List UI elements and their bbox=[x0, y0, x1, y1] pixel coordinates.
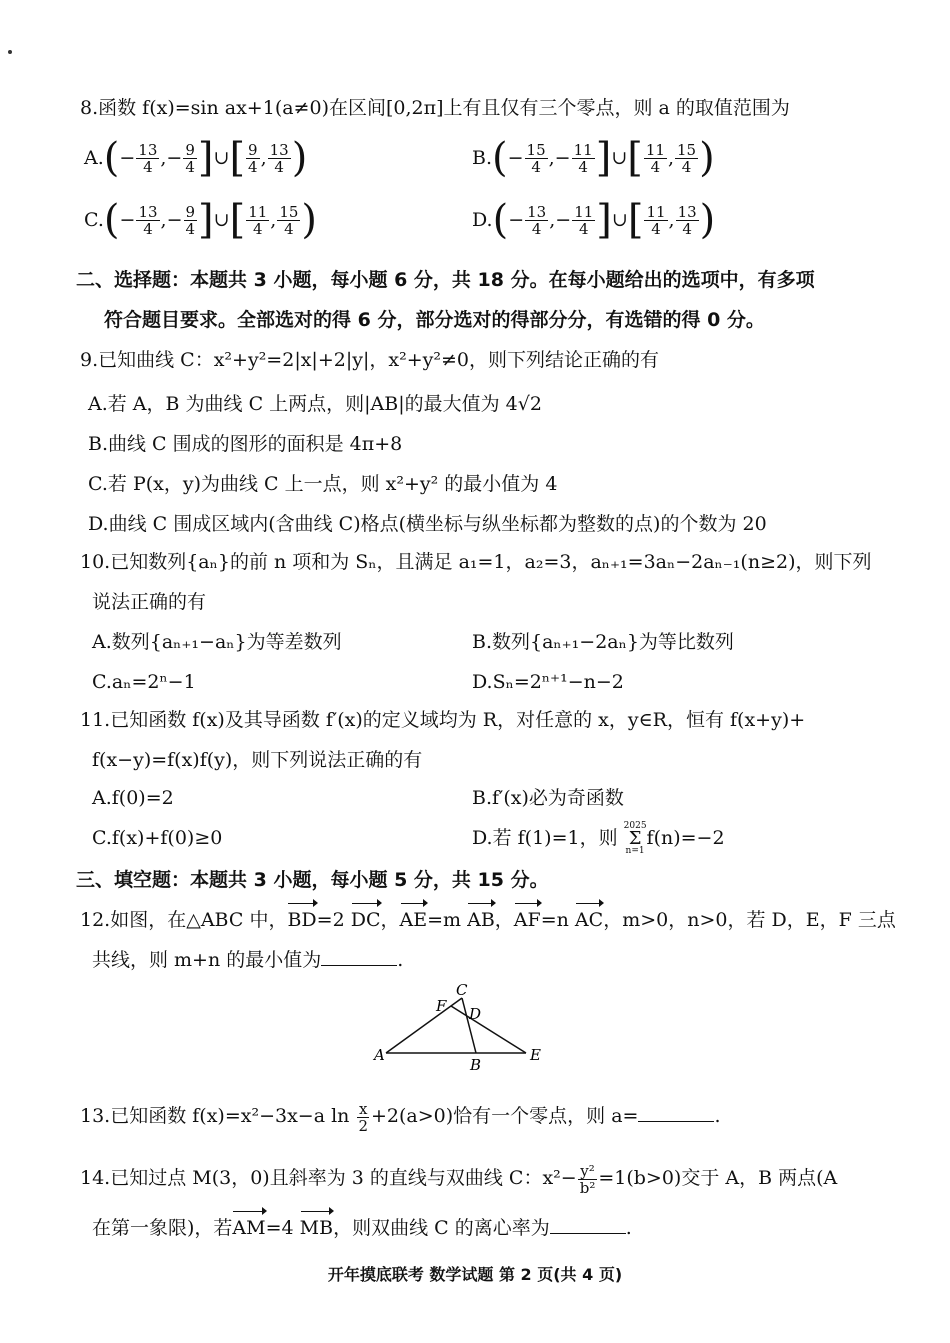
q8-stem: 8.函数 f(x)=sin ax+1(a≠0)在区间[0,2π]上有且仅有三个零点，则 a 的取值范围为 bbox=[80, 97, 790, 119]
q10-option-c: C.aₙ=2ⁿ−1 bbox=[92, 671, 196, 693]
q12-stem-line1: 12.如图，在△ABC 中，BD=2 DC，AE=m AB，AF=n AC，m>0，n>0，若 D，E，F 三点 bbox=[80, 906, 896, 934]
q11-option-b: B.f′(x)必为奇函数 bbox=[472, 787, 624, 809]
section3-heading: 三、填空题：本题共 3 小题，每小题 5 分，共 15 分。 bbox=[76, 869, 549, 891]
point-d-label: D bbox=[469, 1005, 482, 1023]
q10-stem-line2: 说法正确的有 bbox=[92, 591, 207, 613]
section2-heading-line2: 符合题目要求。全部选对的得 6 分，部分选对的得部分分，有选错的得 0 分。 bbox=[104, 309, 765, 331]
q12-stem-line2: 共线，则 m+n 的最小值为 . bbox=[92, 949, 404, 971]
point-a-label: A bbox=[374, 1046, 385, 1064]
segment-fe bbox=[451, 1006, 526, 1053]
q10-option-d: D.Sₙ=2ⁿ⁺¹−n−2 bbox=[472, 671, 624, 693]
q9-option-d: D.曲线 C 围成区域内(含曲线 C)格点(横坐标与纵坐标都为整数的点)的个数为 20 bbox=[88, 513, 767, 535]
q14-stem-line1: 14.已知过点 M(3，0)且斜率为 3 的直线与双曲线 C：x²− $\frac{\text{y²}}{\text{b²}}$ =1(b>0)交于 A，B 两点(A bbox=[80, 1161, 838, 1197]
q11-stem-line2: f(x−y)=f(x)f(y)，则下列说法正确的有 bbox=[92, 749, 423, 771]
q8-option-a: A. ( − $\frac{13}{4}$ ,− $\frac{9}{4}$ ] ∪ [ $\frac{9}{4}$ , $\frac{13}{4}$ ) bbox=[84, 135, 308, 181]
q10-option-a: A.数列{aₙ₊₁−aₙ}为等差数列 bbox=[92, 631, 342, 653]
point-c-label: C bbox=[456, 982, 468, 999]
answer-blank bbox=[550, 1215, 626, 1234]
section2-heading-line1: 二、选择题：本题共 3 小题，每小题 6 分，共 18 分。在每小题给出的选项中，有多项 bbox=[76, 269, 815, 291]
answer-blank bbox=[638, 1103, 714, 1122]
q10-stem-line1: 10.已知数列{aₙ}的前 n 项和为 Sₙ，且满足 a₁=1，a₂=3，aₙ₊₁=3aₙ−2aₙ₋₁(n≥2)，则下列 bbox=[80, 551, 872, 573]
answer-blank bbox=[321, 947, 397, 966]
q8-option-b: B. ( − $\frac{15}{4}$ ,− $\frac{11}{4}$ ] ∪ [ $\frac{11}{4}$ , $\frac{15}{4}$ ) bbox=[472, 135, 715, 181]
q11-option-c: C.f(x)+f(0)≥0 bbox=[92, 827, 223, 849]
q8-option-c: C. ( − $\frac{13}{4}$ ,− $\frac{9}{4}$ ] ∪ [ $\frac{11}{4}$ , $\frac{15}{4}$ ) bbox=[84, 197, 318, 243]
q14-stem-line2: 在第一象限)，若AM=4 MB，则双曲线 C 的离心率为 . bbox=[92, 1214, 632, 1242]
point-e-label: E bbox=[530, 1046, 541, 1064]
page-footer: 开年摸底联考 数学试题 第 2 页(共 4 页) bbox=[327, 1265, 623, 1284]
q9-stem: 9.已知曲线 C：x²+y²=2|x|+2|y|，x²+y²≠0，则下列结论正确的有 bbox=[80, 349, 659, 371]
q9-option-b: B.曲线 C 围成的图形的面积是 4π+8 bbox=[88, 433, 403, 455]
q11-stem-line1: 11.已知函数 f(x)及其导函数 f′(x)的定义域均为 R，对任意的 x，y∈R，恒有 f(x+y)+ bbox=[80, 709, 806, 731]
q10-option-b: B.数列{aₙ₊₁−2aₙ}为等比数列 bbox=[472, 631, 734, 653]
segment-ac bbox=[386, 998, 462, 1053]
point-b-label: B bbox=[470, 1056, 482, 1074]
summation-symbol: 2025 Σ n=1 bbox=[623, 821, 647, 856]
scan-dot bbox=[8, 50, 12, 54]
q9-option-a: A.若 A，B 为曲线 C 上两点，则|AB|的最大值为 4√2 bbox=[88, 393, 542, 415]
q9-option-c: C.若 P(x，y)为曲线 C 上一点，则 x²+y² 的最小值为 4 bbox=[88, 473, 558, 495]
q13-stem: 13.已知函数 f(x)=x²−3x−a ln $\frac{x}{2}$ +2(a>0)恰有一个零点，则 a= . bbox=[80, 1099, 721, 1135]
triangle-figure bbox=[370, 982, 560, 1074]
q8-option-d: D. ( − $\frac{13}{4}$ ,− $\frac{11}{4}$ ] ∪ [ $\frac{11}{4}$ , $\frac{13}{4}$ ) bbox=[472, 197, 716, 243]
point-f-label: F bbox=[436, 997, 447, 1015]
q11-option-a: A.f(0)=2 bbox=[92, 787, 174, 809]
q11-option-d: D.若 f(1)=1，则 2025 Σ n=1 f(n)=−2 bbox=[472, 821, 725, 856]
